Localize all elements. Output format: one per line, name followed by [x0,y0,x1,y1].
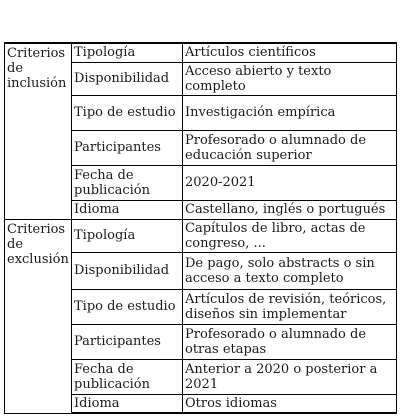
value-cell: Otros idiomas [183,394,397,413]
value-cell: Investigación empírica [183,95,397,130]
value-cell: Anterior a 2020 o posterior a 2021 [183,359,397,394]
value-cell: Profesorado o alumnado de otras etapas [183,324,397,359]
value-cell: Castellano, inglés o portugués [183,200,397,219]
group-label-inclusion: Criterios de inclusión [5,43,72,219]
value-cell: Capítulos de libro, actas de congreso, ... [183,219,397,252]
criterion-cell: Tipología [72,43,183,62]
criteria-table [4,42,397,414]
table-row [5,219,397,252]
value-cell: Profesorado o alumnado de educación superior [183,130,397,165]
criterion-cell: Tipo de estudio [72,95,183,130]
group-label-exclusion: Criterios de exclusión [5,219,72,413]
value-cell: Acceso abierto y texto completo [183,62,397,95]
value-cell: Artículos de revisión, teóricos, diseños sin implementar [183,289,397,324]
criterion-cell: Idioma [72,394,183,413]
criterion-cell: Participantes [72,324,183,359]
value-cell: De pago, solo abstracts o sin acceso a texto completo [183,252,397,289]
criterion-cell: Fecha de publicación [72,359,183,394]
value-cell: Artículos científicos [183,43,397,62]
value-cell: 2020-2021 [183,165,397,200]
criterion-cell: Fecha de publicación [72,165,183,200]
criterion-cell: Tipo de estudio [72,289,183,324]
table-row [5,43,397,62]
criterion-cell: Idioma [72,200,183,219]
criterion-cell: Tipología [72,219,183,252]
criterion-cell: Participantes [72,130,183,165]
criterion-cell: Disponibilidad [72,62,183,95]
criterion-cell: Disponibilidad [72,252,183,289]
